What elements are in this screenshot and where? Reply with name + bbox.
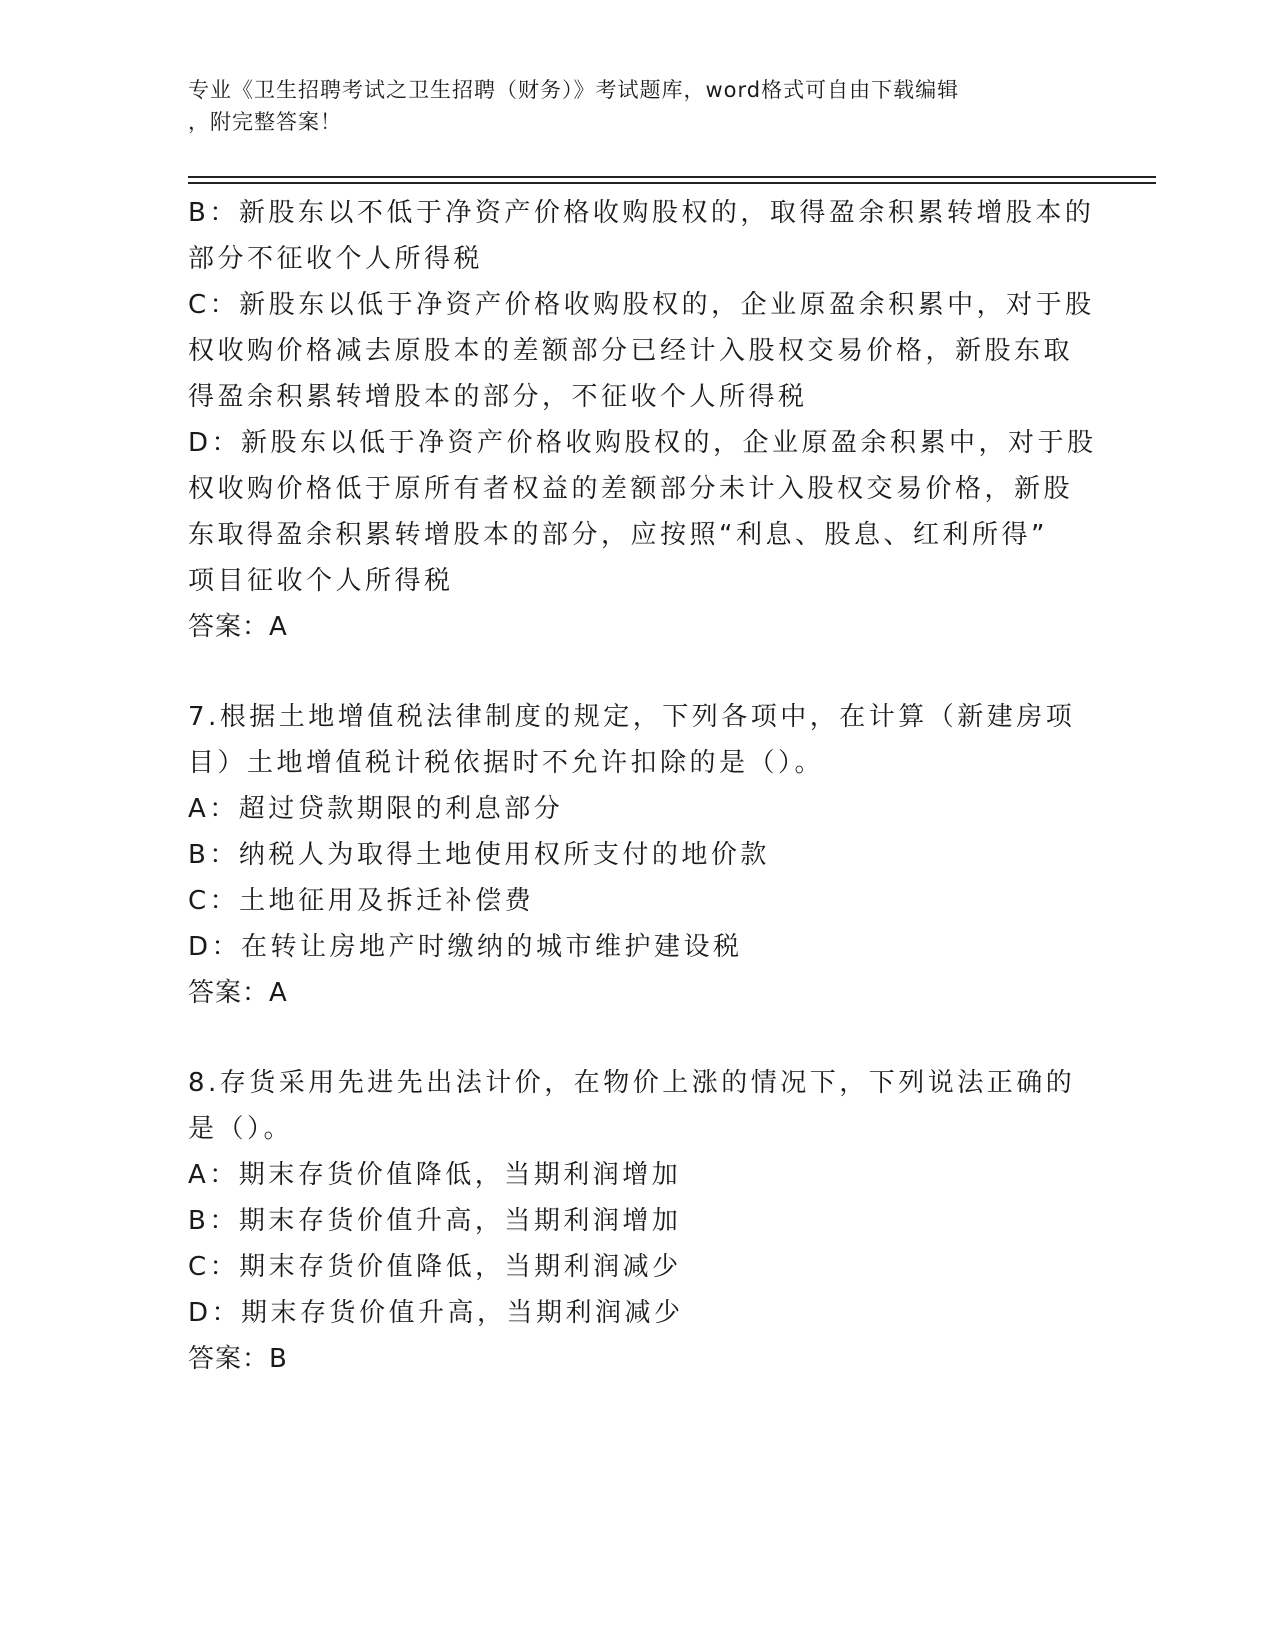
q7-option-d: D：在转让房地产时缴纳的城市维护建设税 — [188, 932, 743, 962]
q6-answer: 答案：A — [188, 612, 288, 642]
q8-stem-line: 是（）。 — [188, 1114, 294, 1144]
q6-option-c-line: 得盈余积累转增股本的部分，不征收个人所得税 — [188, 382, 808, 412]
q7-stem-line: 目）土地增值税计税依据时不允许扣除的是（）。 — [188, 748, 825, 778]
header-line-2: ，附完整答案！ — [188, 110, 342, 134]
q6-option-d — [188, 420, 1097, 604]
document-header — [188, 74, 1068, 138]
q8-answer: 答案：B — [188, 1344, 288, 1374]
q6-option-b — [188, 190, 1095, 282]
q6-option-d-line: D：新股东以低于净资产价格收购股权的，企业原盈余积累中，对于股 — [188, 428, 1097, 458]
document-body — [188, 190, 1097, 1382]
q7-stem-line: 7.根据土地增值税法律制度的规定，下列各项中，在计算（新建房项 — [188, 702, 1076, 732]
header-rule-top — [188, 176, 1156, 178]
q6-option-d-line: 权收购价格低于原所有者权益的差额部分未计入股权交易价格，新股 — [188, 474, 1074, 504]
header-line-1: 专业《卫生招聘考试之卫生招聘（财务）》考试题库，word格式可自由下载编辑 — [188, 78, 960, 102]
question-7 — [188, 694, 1088, 1016]
q6-option-c — [188, 282, 1095, 420]
q7-option-a: A：超过贷款期限的利息部分 — [188, 794, 564, 824]
q6-option-c-line: C：新股东以低于净资产价格收购股权的，企业原盈余积累中，对于股 — [188, 290, 1095, 320]
question-8 — [188, 1060, 1088, 1382]
q6-option-b-line: B：新股东以不低于净资产价格收购股权的，取得盈余积累转增股本的 — [188, 198, 1095, 228]
q7-option-b: B：纳税人为取得土地使用权所支付的地价款 — [188, 840, 770, 870]
question-6-continuation — [188, 190, 1097, 650]
q7-option-c: C：土地征用及拆迁补偿费 — [188, 886, 535, 916]
header-rule-bottom — [188, 182, 1156, 184]
q6-option-d-line: 东取得盈余积累转增股本的部分，应按照“利息、股息、红利所得” — [188, 520, 1048, 550]
q8-option-a: A：期末存货价值降低，当期利润增加 — [188, 1160, 682, 1190]
q6-option-c-line: 权收购价格减去原股本的差额部分已经计入股权交易价格，新股东取 — [188, 336, 1074, 366]
q6-option-b-line: 部分不征收个人所得税 — [188, 244, 484, 274]
q7-answer: 答案：A — [188, 978, 288, 1008]
q8-option-d: D：期末存货价值升高，当期利润减少 — [188, 1298, 684, 1328]
q8-option-c: C：期末存货价值降低，当期利润减少 — [188, 1252, 682, 1282]
q6-option-d-line: 项目征收个人所得税 — [188, 566, 454, 596]
q8-option-b: B：期末存货价值升高，当期利润增加 — [188, 1206, 682, 1236]
q8-stem-line: 8.存货采用先进先出法计价，在物价上涨的情况下，下列说法正确的 — [188, 1068, 1076, 1098]
